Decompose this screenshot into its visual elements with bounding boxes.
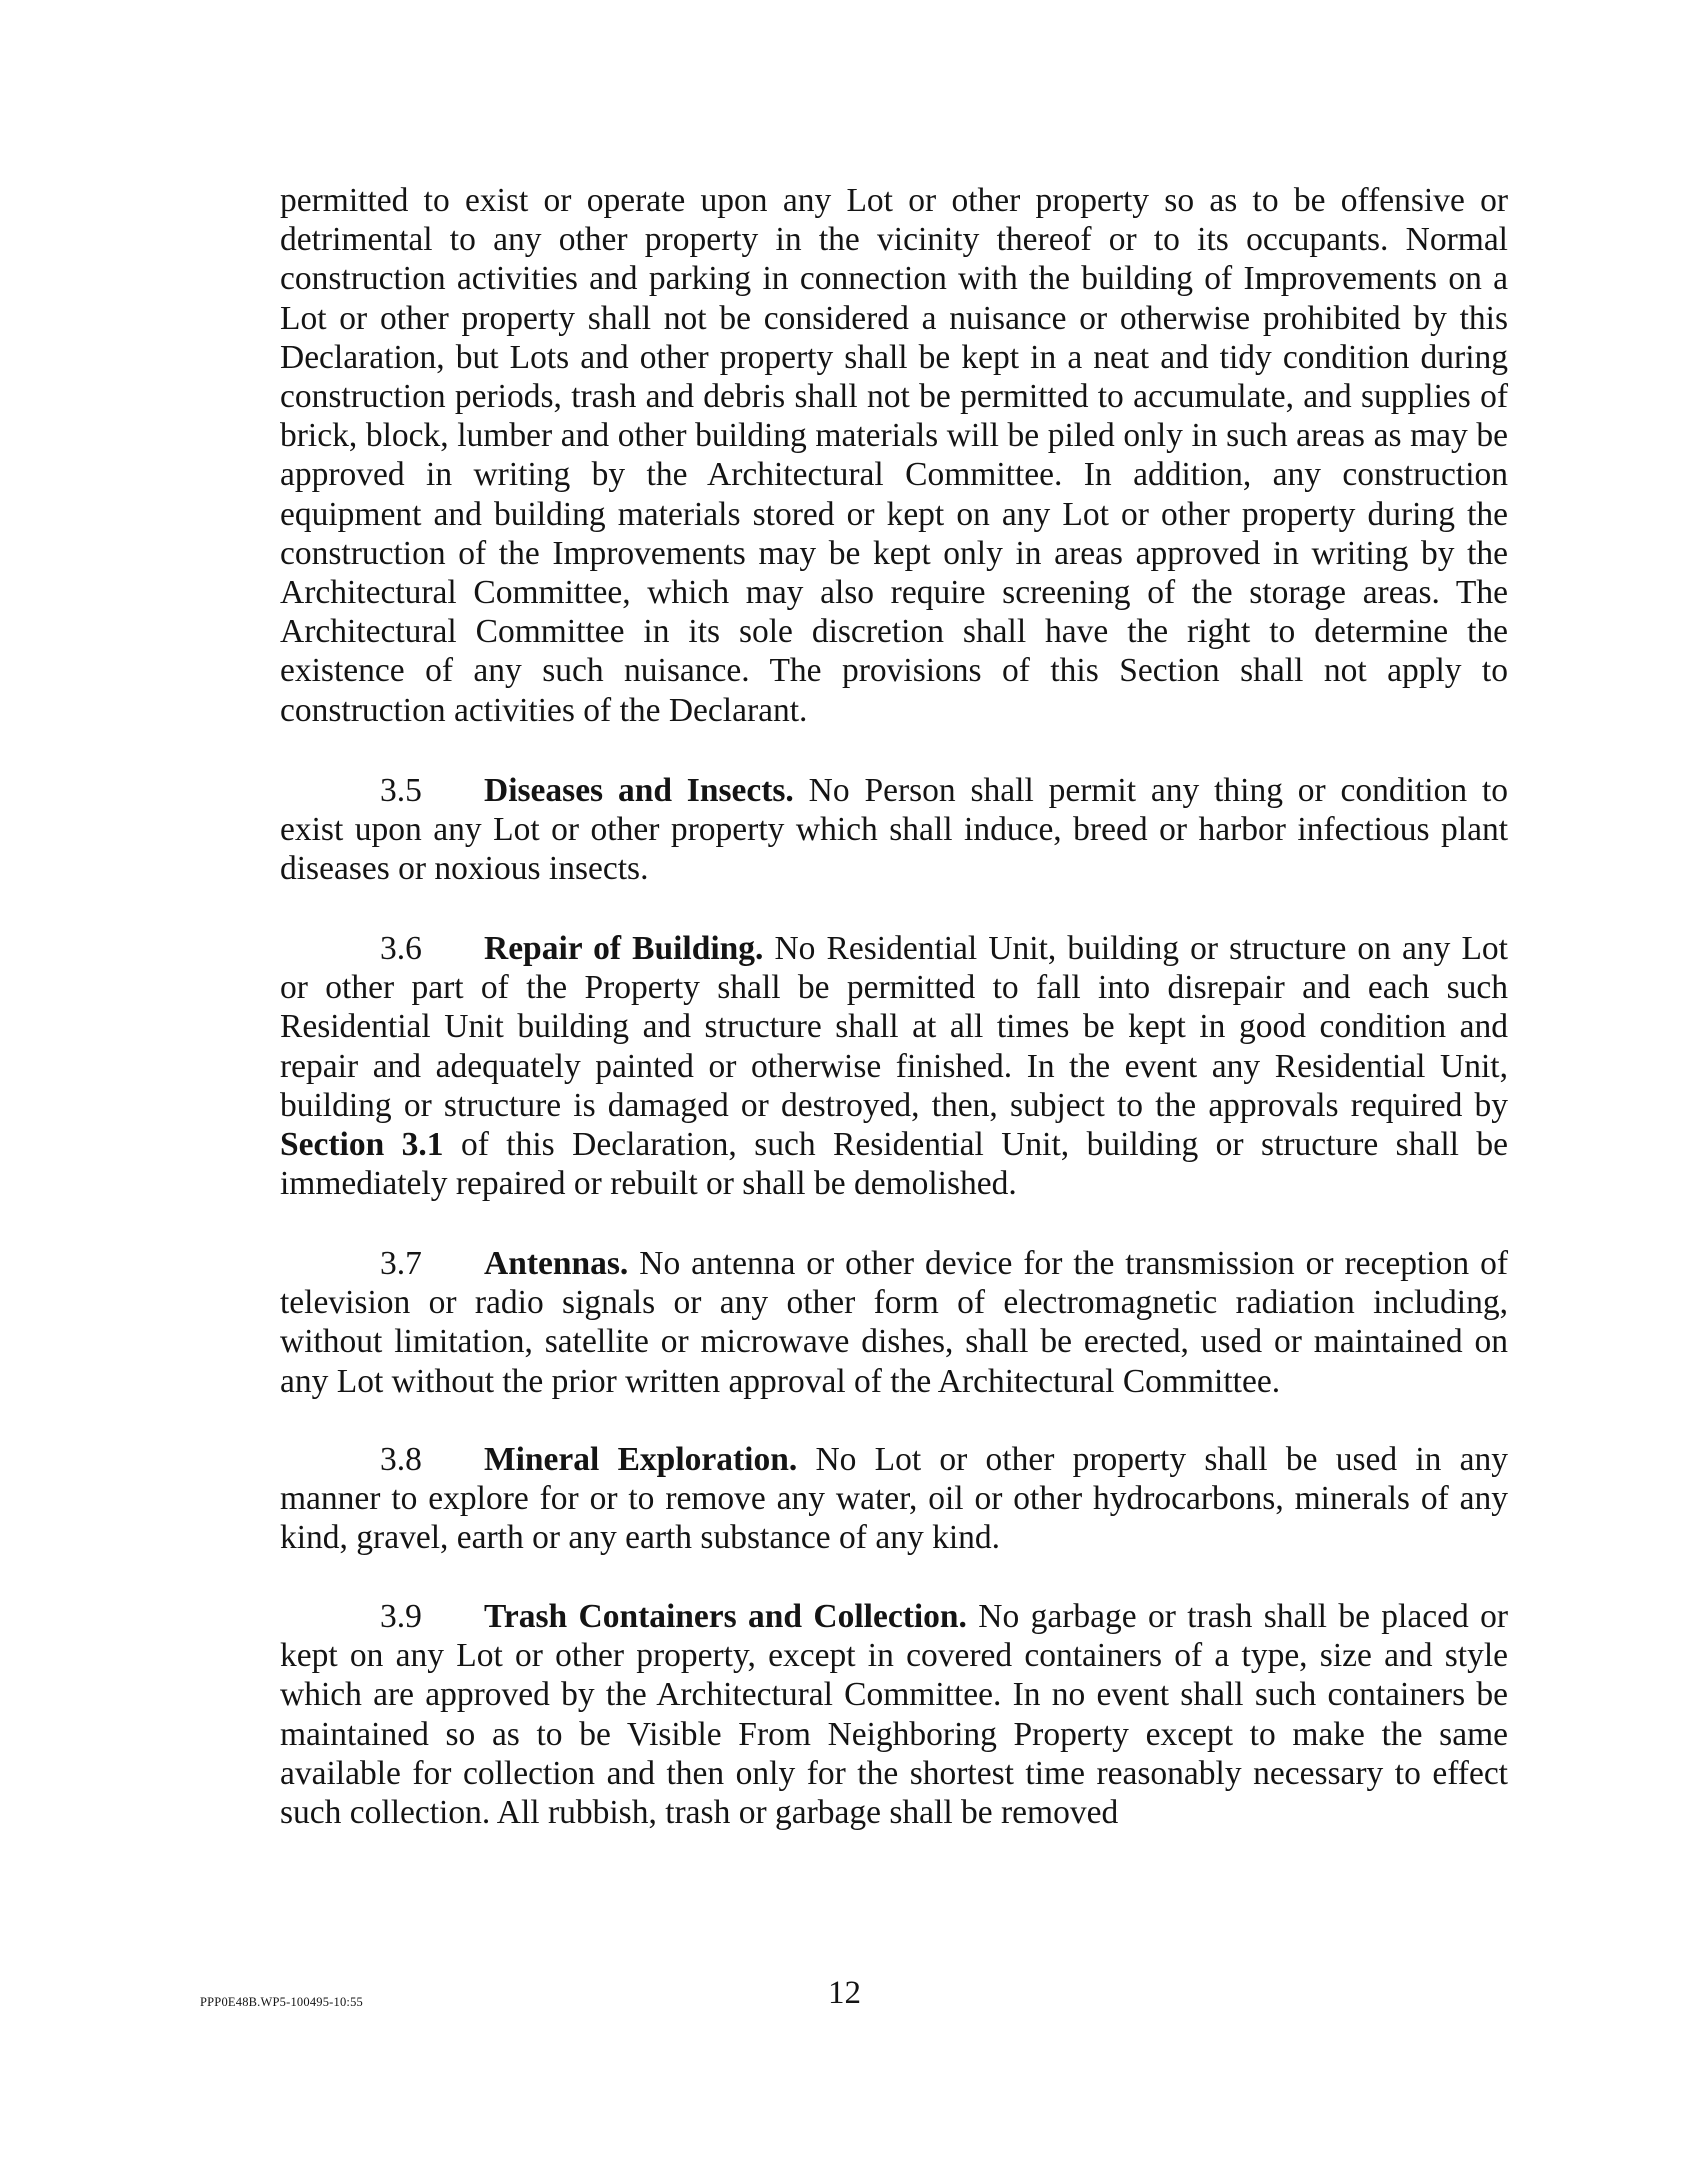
section-3-9 bbox=[280, 1597, 1508, 1832]
section-title: Repair of Building. bbox=[484, 930, 764, 967]
section-number: 3.5 bbox=[380, 772, 422, 809]
section-number: 3.8 bbox=[380, 1441, 422, 1478]
section-title: Trash Containers and Collection. bbox=[484, 1598, 967, 1635]
footer-document-code: PPP0E48B.WP5-100495-10:55 bbox=[200, 1995, 364, 2009]
continuation-paragraph: permitted to exist or operate upon any Lot or other property so as to be offensive or detrimental to any other property in the vicinity thereof or to its occupants. Normal construction activities and parking in connection with the building of Improvements on a Lot or other property shall not be considered a nuisance or otherwise prohibited by this Declaration, but Lots and other property shall be kept in a neat and tidy condition during construction periods, trash and debris shall not be permitted to accumulate, and supplies of brick, block, lumber and other building materials will be piled only in such areas as may be approved in writing by the Architectural Committee. In addition, any construction equipment and building materials stored or kept on any Lot or other property during the construction of the Improvements may be kept only in areas approved in writing by the Architectural Committee, which may also require screening of the storage areas. The Architectural Committee in its sole discretion shall have the right to determine the existence of any such nuisance. The provisions of this Section shall not apply to construction activities of the Declarant. bbox=[280, 182, 1508, 729]
section-3-7 bbox=[280, 1244, 1508, 1401]
section-body: No Person shall permit any thing or condition to exist upon any Lot or other property which shall induce, breed or harbor infectious plant diseases or noxious insects. bbox=[280, 772, 1508, 888]
section-body: No garbage or trash shall be placed or kept on any Lot or other property, except in covered containers of a type, size and style which are approved by the Architectural Committee. In no event shall such containers be maintained so as to be Visible From Neighboring Property except to make the same available for collection and then only for the shortest time reasonably necessary to effect such collection. All rubbish, trash or garbage shall be removed bbox=[280, 1598, 1508, 1832]
section-number: 3.7 bbox=[380, 1245, 422, 1282]
section-body: No antenna or other device for the transmission or reception of television or radio signals or any other form of electromagnetic radiation including, without limitation, satellite or microwave dishes, shall be erected, used or maintained on any Lot without the prior written approval of the Architectural Committee. bbox=[280, 1245, 1508, 1400]
section-title: Antennas. bbox=[484, 1245, 629, 1282]
section-number: 3.9 bbox=[380, 1598, 422, 1635]
section-title: Mineral Exploration. bbox=[484, 1441, 798, 1478]
section-3-8 bbox=[280, 1440, 1508, 1558]
page-number: 12 bbox=[828, 1975, 861, 2011]
section-3-5 bbox=[280, 771, 1508, 889]
section-number: 3.6 bbox=[380, 930, 422, 967]
section-body-continued: of this Declaration, such Residential Unit, building or structure shall be immediately repaired or rebuilt or shall be demolished. bbox=[280, 1126, 1508, 1203]
section-reference: Section 3.1 bbox=[280, 1126, 444, 1164]
section-body: No Residential Unit, building or structure on any Lot or other part of the Property shall be permitted to fall into disrepair and each such Residential Unit building and structure shall at all times be kept in good condition and repair and adequately painted or otherwise finished. In the event any Residential Unit, building or structure is damaged or destroyed, then, subject to the approvals required by bbox=[280, 930, 1508, 1124]
section-3-6 bbox=[280, 929, 1508, 1203]
section-body: No Lot or other property shall be used in any manner to explore for or to remove any water, oil or other hydrocarbons, minerals of any kind, gravel, earth or any earth substance of any kind. bbox=[280, 1441, 1509, 1557]
section-title: Diseases and Insects. bbox=[484, 772, 794, 809]
